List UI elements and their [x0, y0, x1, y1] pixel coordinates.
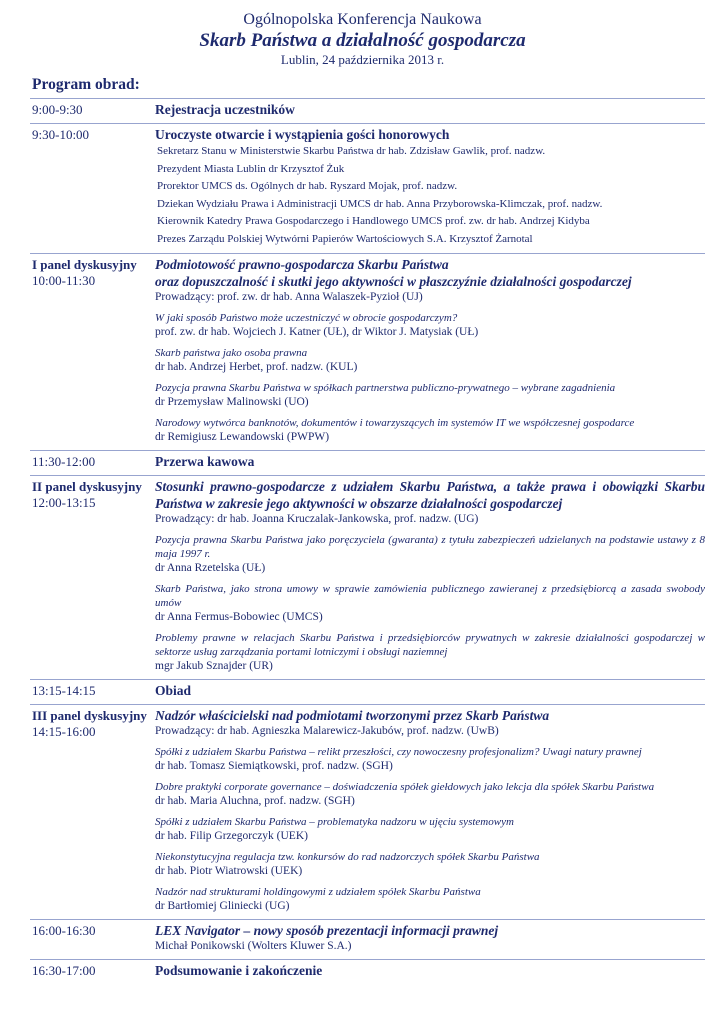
talk-speaker: dr hab. Filip Grzegorczyk (UEK): [155, 830, 308, 842]
moderator: Prowadzący: dr hab. Joanna Kruczalak-Jankowska, prof. nadzw. (UG): [155, 513, 479, 525]
conference-header: [0, 0, 725, 68]
session-time: 14:15-16:00: [32, 724, 96, 739]
guest-item: Dziekan Wydziału Prawa i Administracji UMCS dr hab. Anna Przyborowska-Klimczak, prof. nadzw.: [157, 197, 603, 210]
talk-speaker: dr Bartłomiej Gliniecki (UG): [155, 900, 290, 912]
talk-title: Skarb państwa jako osoba prawna: [155, 347, 308, 359]
panel-3: [0, 705, 725, 919]
session-time: 16:00-16:30: [32, 923, 96, 938]
talk-title: Niekonstytucyjna regulacja tzw. konkursów do rad nadzorczych spółek Skarbu Państwa: [155, 851, 540, 863]
conference-date: Lublin, 24 października 2013 r.: [280, 52, 445, 67]
program-table: [0, 98, 725, 984]
panel-1: [0, 254, 725, 450]
session-title: Rejestracja uczestników: [155, 102, 295, 117]
talk-speaker: dr hab. Andrzej Herbet, prof. nadzw. (KUL): [155, 361, 358, 373]
guest-item: Kierownik Katedry Prawa Gospodarczego i Handlowego UMCS prof. zw. dr hab. Andrzej Kidyba: [157, 215, 590, 227]
panel-title: Stosunki prawno-gospodarcze z udziałem Skarbu Państwa, a także prawa i obowiązki Skarbu Państwa w zakresie jego aktywności w obszarze działalności gospodarczej: [155, 479, 705, 511]
conference-title: Skarb Państwa a działalność gospodarcza: [199, 30, 526, 51]
talk-item: [155, 311, 705, 340]
talk-title: Spółki z udziałem Skarbu Państwa – problematyka nadzoru w ujęciu systemowym: [155, 816, 514, 828]
panel-title: Nadzór właścicielski nad podmiotami tworzonymi przez Skarb Państwa: [155, 708, 550, 723]
talk-item: [155, 416, 705, 445]
guest-item: Prorektor UMCS ds. Ogólnych dr hab. Ryszard Mojak, prof. nadzw.: [157, 180, 458, 192]
talk-item: [155, 815, 705, 844]
talk-item: [155, 780, 705, 809]
moderator: Prowadzący: prof. zw. dr hab. Anna Walaszek-Pyzioł (UJ): [155, 291, 423, 303]
talk-title: Pozycja prawna Skarbu Państwa w spółkach partnerstwa publiczno-prywatnego – wybrane zagadnienia: [155, 382, 616, 394]
session-title: Uroczyste otwarcie i wystąpienia gości honorowych: [155, 127, 450, 142]
talk-title: Spółki z udziałem Skarbu Państwa – relikt przeszłości, czy nowoczesny profesjonalizm? Uwagi natury prawnej: [155, 746, 642, 758]
panel-label: I panel dyskusyjny: [32, 257, 137, 272]
conference-type: Ogólnopolska Konferencja Naukowa: [243, 11, 482, 28]
talk-title: Nadzór nad strukturami holdingowymi z udziałem spółek Skarbu Państwa: [155, 886, 481, 898]
talk-title: Problemy prawne w relacjach Skarbu Państwa i przedsiębiorców prywatnych w zakresie działalności gospodarczej w sektorze usług zarządzania portami lotniczymi i obsługi naziemnej: [155, 632, 705, 658]
talk-speaker: dr hab. Maria Aluchna, prof. nadzw. (SGH): [155, 795, 355, 807]
talk-speaker: dr Anna Fermus-Bobowiec (UMCS): [155, 611, 323, 623]
talk-item: [155, 885, 705, 914]
talk-item: [155, 381, 705, 410]
session-title: Obiad: [155, 683, 192, 698]
session-time: 9:30-10:00: [32, 127, 90, 142]
session-lunch: [0, 680, 725, 704]
talk-speaker: dr Anna Rzetelska (UŁ): [155, 562, 266, 574]
session-coffee-break: [0, 451, 725, 475]
talk-speaker: prof. zw. dr hab. Wojciech J. Katner (UŁ), dr Wiktor J. Matysiak (UŁ): [155, 326, 479, 338]
guest-item: Prezes Zarządu Polskiej Wytwórni Papierów Wartościowych S.A. Krzysztof Żarnotal: [157, 232, 533, 245]
panel-label: II panel dyskusyjny: [32, 479, 142, 494]
panel-label: III panel dyskusyjny: [32, 708, 147, 723]
session-time: 11:30-12:00: [32, 454, 96, 469]
talk-item: [155, 850, 705, 879]
session-time: 10:00-11:30: [32, 273, 96, 288]
panel-2: [0, 476, 725, 679]
program-title: Program obrad:: [32, 76, 140, 93]
session-opening: [0, 124, 725, 253]
talk-item: [155, 745, 705, 774]
talk-speaker: dr Przemysław Malinowski (UO): [155, 396, 309, 408]
session-title: Podsumowanie i zakończenie: [155, 963, 323, 978]
guest-item: Prezydent Miasta Lublin dr Krzysztof Żuk: [157, 162, 345, 175]
session-time: 9:00-9:30: [32, 102, 83, 117]
talk-title: W jaki sposób Państwo może uczestniczyć w obrocie gospodarczym?: [155, 312, 458, 324]
panel-title: Podmiotowość prawno-gospodarcza Skarbu Państwa: [155, 257, 449, 272]
guest-item: Sekretarz Stanu w Ministerstwie Skarbu Państwa dr hab. Zdzisław Gawlik, prof. nadzw.: [157, 145, 546, 157]
talk-speaker: Michał Ponikowski (Wolters Kluwer S.A.): [155, 940, 352, 952]
session-lex-navigator: [0, 920, 725, 959]
session-time: 13:15-14:15: [32, 683, 96, 698]
talk-title: Pozycja prawna Skarbu Państwa jako poręczyciela (gwaranta) z tytułu zabezpieczeń udzielanych na podstawie ustawy z 8 maja 1997 r.: [155, 534, 705, 560]
talk-speaker: dr hab. Tomasz Siemiątkowski, prof. nadzw. (SGH): [155, 760, 393, 772]
session-title: Przerwa kawowa: [155, 454, 255, 469]
session-time: 16:30-17:00: [32, 963, 96, 978]
talk-title: Narodowy wytwórca banknotów, dokumentów i towarzyszących im systemów IT we współczesnej gospodarce: [155, 417, 635, 429]
talk-speaker: mgr Jakub Sznajder (UR): [155, 660, 273, 672]
talk-speaker: dr hab. Piotr Wiatrowski (UEK): [155, 865, 303, 877]
talk-title: Dobre praktyki corporate governance – doświadczenia spółek giełdowych jako lekcja dla spółek Skarbu Państwa: [155, 781, 655, 793]
session-title: LEX Navigator – nowy sposób prezentacji informacji prawnej: [155, 923, 499, 938]
talk-title: Skarb Państwa, jako strona umowy w sprawie zamówienia publicznego zawieranej z przedsiębiorcą a zasada swobody umów: [155, 583, 705, 609]
panel-title-cont: oraz dopuszczalność i skutki jego aktywności w płaszczyźnie działalności gospodarczej: [155, 274, 632, 289]
session-closing: [0, 960, 725, 984]
talk-speaker: dr Remigiusz Lewandowski (PWPW): [155, 431, 330, 443]
talk-item: [155, 631, 705, 674]
talk-item: [155, 346, 705, 375]
session-time: 12:00-13:15: [32, 495, 96, 510]
moderator: Prowadzący: dr hab. Agnieszka Malarewicz-Jakubów, prof. nadzw. (UwB): [155, 725, 499, 737]
session-registration: [0, 99, 725, 123]
talk-item: [155, 533, 705, 576]
talk-item: [155, 582, 705, 625]
